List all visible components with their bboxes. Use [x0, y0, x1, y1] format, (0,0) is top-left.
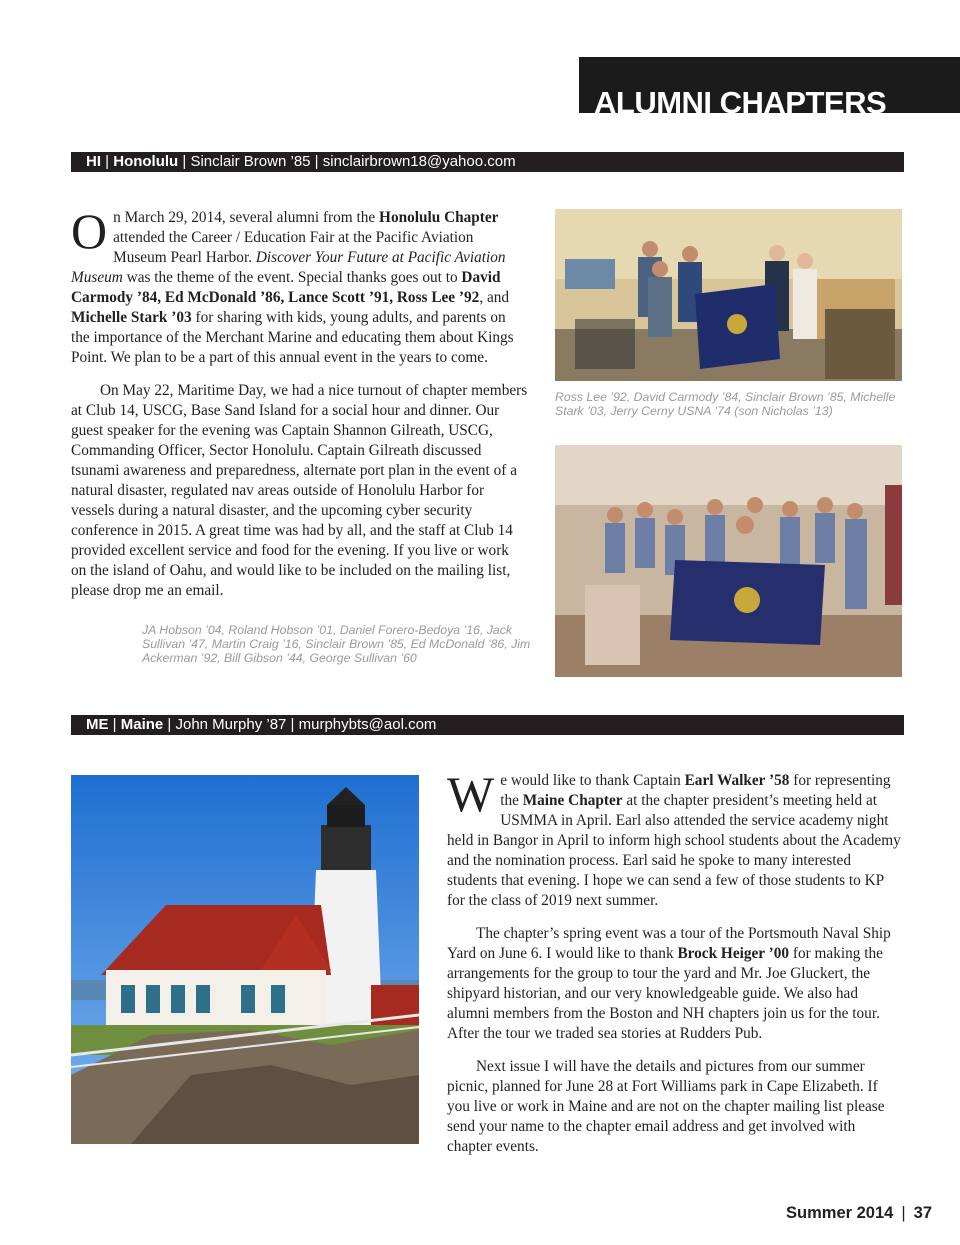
chapter-bar-maine: ME | Maine | John Murphy ’87 | murphybts@aol.com	[71, 715, 904, 735]
chapter-bar-honolulu: HI | Honolulu | Sinclair Brown ’85 | sinclairbrown18@yahoo.com	[71, 152, 904, 172]
chapter-state: ME	[86, 716, 109, 733]
maine-paragraph-1: We would like to thank Captain Earl Walker ’58 for representing the Maine Chapter at the chapter president’s meeting held at USMMA in April. Earl also attended the service academy night held in Bangor in April to inform high school students about the Academy and the nomination process. Earl said he spoke to many interested students that evening. I hope we can send a few of those students to KP for the class of 2019 next summer.	[447, 766, 901, 909]
chapter-city: Maine	[120, 716, 164, 733]
page-folio	[786, 1204, 932, 1223]
chapter-state: HI	[86, 153, 101, 170]
chapter-contact: John Murphy ’87	[175, 716, 287, 733]
maine-paragraph-3: Next issue I will have the details and pictures from our summer picnic, planned for June 28 at Fort Williams park in Cape Elizabeth. If you live or work in Maine and are not on the chapter mailing list please send your name to the chapter email address and get involved with chapter events.	[447, 1058, 885, 1155]
chapter-email-link[interactable]: sinclairbrown18@yahoo.com	[322, 153, 516, 170]
photo-maritime-day	[555, 445, 902, 677]
maine-paragraph-2: The chapter’s spring event was a tour of the Portsmouth Naval Ship Yard on June 6. I would like to thank Brock Heiger ’00 for making the arrangements for the group to tour the yard and Mr. Joe Gluckert, the shipyard historian, and our very knowledgeable guide. We also had alumni members from the Boston and NH chapters join us for the tour. After the tour we traded sea stories at Rudders Pub.	[447, 925, 891, 1042]
chapter-email-link[interactable]: murphybts@aol.com	[298, 716, 437, 733]
section-title: ALUMNI CHAPTERS	[594, 85, 887, 113]
honolulu-article	[71, 203, 528, 601]
photo-career-fair	[555, 209, 902, 381]
honolulu-paragraph-1: On March 29, 2014, several alumni from the Honolulu Chapter attended the Career / Education Fair at the Pacific Aviation Museum Pearl Harbor. Discover Your Future at Pacific Aviation Museum was the theme of the event. Special thanks goes out to David Carmody ’84, Ed McDonald ’86, Lance Scott ’91, Ross Lee ’92, and Michelle Stark ’03 for sharing with kids, young adults, and parents on the importance of the Merchant Marine and educating them about Kings Point. We plan to be a part of this annual event in the years to come.	[71, 203, 514, 366]
issue-label: Summer 2014	[786, 1204, 894, 1222]
photo-maritime-day-caption: JA Hobson ’04, Roland Hobson ’01, Daniel Forero-Bedoya ’16, Jack Sullivan ’47, Martin Craig ’16, Sinclair Brown ’85, Ed McDonald ’86, Jim Ackerman ’92, Bill Gibson ’44, George Sullivan ’60	[142, 623, 531, 665]
chapter-contact: Sinclair Brown ’85	[190, 153, 311, 170]
folio-separator: |	[901, 1204, 906, 1222]
photo-lighthouse	[71, 775, 419, 1144]
photo-career-fair-caption: Ross Lee ’92, David Carmody ’84, Sinclair Brown ’85, Michelle Stark ’03, Jerry Cerny USNA ’74 (son Nicholas ’13)	[555, 390, 896, 418]
honolulu-paragraph-2: On May 22, Maritime Day, we had a nice turnout of chapter members at Club 14, USCG, Base Sand Island for a social hour and dinner. Our guest speaker for the evening was Captain Shannon Gilreath, USCG, Commanding Officer, Sector Honolulu. Captain Gilreath discussed tsunami awareness and preparedness, alternate port plan in the event of a natural disaster, regulated nav areas outside of Honolulu Harbor for vessels during a natural disaster, and the upcoming cyber security conference in 2015. A great time was had by all, and the staff at Club 14 provided excellent service and food for the evening. If you live or work on the island of Oahu, and would like to be included on the mailing list, please drop me an email.	[71, 382, 528, 599]
chapter-city: Honolulu	[113, 153, 179, 170]
page-number: 37	[913, 1204, 932, 1222]
drop-cap: O	[71, 203, 108, 259]
maine-article	[447, 766, 902, 1157]
drop-cap: W	[447, 766, 495, 822]
